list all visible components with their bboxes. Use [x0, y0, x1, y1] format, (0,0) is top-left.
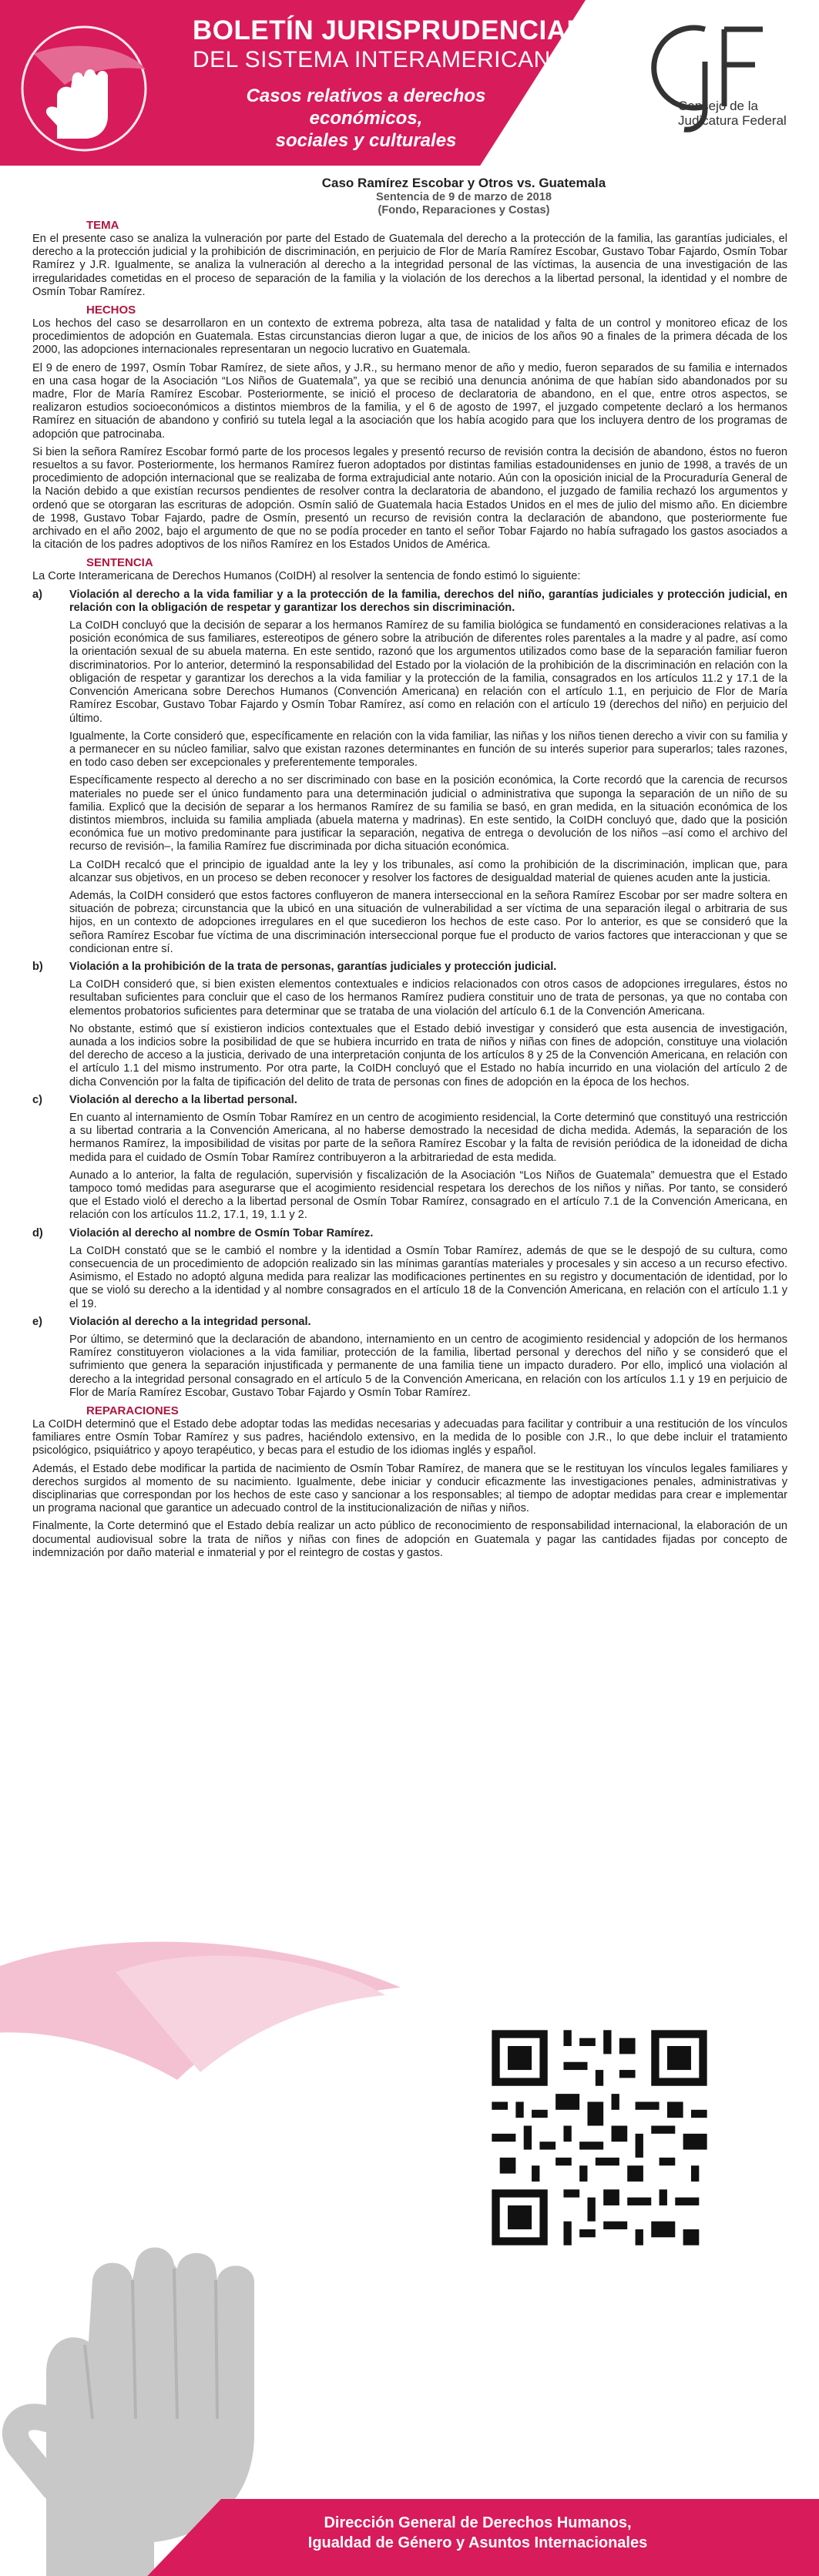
section-heading-hechos: HECHOS — [86, 304, 136, 317]
raised-fist-dove-logo-icon — [11, 23, 157, 154]
hechos-paragraph: Si bien la señora Ramírez Escobar formó parte de los procesos legales y presentó recurso de revisión contra la decisión de abandono, éstos no fueron resueltos a su favor. Posteriormente, los hermanos Ramírez fueron adoptados por distintas familias estadounidenses en junio de 1998, a través de un procedimiento de adopción internacional que se realizaba de forma extrajudicial ante notario. Aún con la oposición inicial de la Procuraduría General de la Nación debido a que existían recursos pendientes de resolver contra la declaratoria de abandono, el juzgado de familia rechazó los argumentos y ordenó que se otorgaran las escrituras de adopción. Osmín salió de Guatemala hacia Estados Unidos en el mes de julio del mismo año. En diciembre de 1998, Gustavo Tobar Fajardo, padre de Osmín, presentó un recurso de revisión contra la declaración de abandono, que posteriormente fue archivado en el año 2002, bajo el argumento de que no se podía proceder en tanto el señor Tobar Fajardo no había sufragado los gastos asociados a la citación de los padres adoptivos de los niños Ramírez en los Estados Unidos de América. — [32, 445, 788, 552]
bulletin-title: BOLETÍN JURISPRUDENCIAL — [193, 15, 584, 45]
item-paragraph: La CoIDH concluyó que la decisión de separar a los hermanos Ramírez de su familia biológica se fundamentó en consideraciones relativas a la posición económica de sus familiares, estereotipos de género sobre la atribución de diferentes roles parentales a la madre y al padre, así como la orientación sexual de su abuela materna. En este sentido, razonó que los argumentos utilizados como base de la separación familiar fueron discriminatorios. Por lo anterior, determinó la responsabilidad del Estado por la violación de la prohibición de la discriminación en relación con la obligación de respetar y garantizar los derechos a la vida familiar y la protección de la familia, consagrados en los artículos 11.2 y 17.1 de la Convención Americana sobre Derechos Humanos (Convención Americana) en relación con el artículo 1.1, en perjuicio de Flor de María Ramírez Escobar, Gustavo Tobar Fajardo y Osmín Tobar Ramírez, así como en relación con el artículo 19 (derechos del niño) en perjuicio del último. — [69, 619, 787, 725]
item-paragraph: La CoIDH consideró que, si bien existen elementos contextuales e indicios relacionados con otros casos de adopciones irregulares, éstos no resultaban suficientes para concluir que el caso de los hermanos Ramírez pudiera constituir uno de trata de personas, ya que no contaba con elementos probatorios suficientes para determinar que se trataba de una violación del artículo 6.1 de la Convención Americana. — [69, 978, 787, 1018]
item-paragraph: Por último, se determinó que la declaración de abandono, internamiento en un centro de acogimiento residencial y adopción de los hermanos Ramírez constituyeron violaciones a la vida familiar, protección de la familia, libertad personal y derechos del niño y se consideró que el sufrimiento que genera la separación injustificada y permanente de una familia tiene un impacto duradero. Por ello, implicó una violación al derecho a la integridad personal consagrado en el artículo 5 de la Convención Americana, en relación con los artículos 1.1 y 19 en perjuicio de Flor de María Ramírez Escobar, Gustavo Tobar Fajardo y Osmín Tobar Ramírez. — [69, 1333, 787, 1399]
bulletin-content — [32, 176, 787, 1565]
item-paragraph: Además, la CoIDH consideró que estos factores confluyeron de manera interseccional en la señora Ramírez Escobar por ser madre soltera en situación de pobreza; circunstancia que la ubicó en una situación de vulnerabilidad a ser víctima de una separación ilegal o arbitraria de sus hijos, en un contexto de adopciones irregulares en el que sucedieron los hechos de este caso. Por lo anterior, es que se consideró que la señora Ramírez Escobar fue víctima de una discriminación interseccional porque fue el producto de varios factores que interaccionan y que se condicionan entre sí. — [69, 889, 787, 955]
header-titles — [193, 15, 593, 152]
cjf-org-line1: Consejo de la — [678, 99, 758, 113]
sentencia-item-heading — [32, 1227, 787, 1240]
reparaciones-paragraph: Finalmente, la Corte determinó que el Estado debía realizar un acto público de reconocimiento de responsabilidad internacional, la elaboración de un documental audiovisual sobre la trata de niños y niñas con fines de adopción en Guatemala y pagar las cantidades fijadas por concepto de indemnización por daño material e inmaterial y por el reintegro de costas y gastos. — [32, 1520, 787, 1559]
tema-paragraph: En el presente caso se analiza la vulneración por parte del Estado de Guatemala del derecho a la protección de la familia, las garantías judiciales, el derecho a la protección judicial y la prohibición de discriminación, en perjuicio de Flor de María Ramírez Escobar, Gustavo Tobar Fajardo, Osmín Tobar Ramírez y J.R. Igualmente, se analiza la vulneración al derecho a la integridad personal de las víctimas, la ausencia de una investigación de las irregularidades cometidas en el proceso de separación de la familia y la violación de los derechos a la libertad personal, la identidad y el nombre de Osmín Tobar Ramírez. — [32, 233, 787, 298]
item-letter: e) — [32, 1315, 42, 1328]
section-heading-reparaciones: REPARACIONES — [86, 1404, 179, 1418]
item-title: Violación al derecho a la integridad personal. — [69, 1315, 311, 1328]
section-heading-sentencia: SENTENCIA — [86, 556, 153, 570]
cjf-org-line2: Judicatura Federal — [678, 113, 787, 128]
case-title: Caso Ramírez Escobar y Otros vs. Guatemala — [321, 176, 606, 190]
item-letter: c) — [32, 1093, 42, 1106]
reparaciones-paragraph: Además, el Estado debe modificar la partida de nacimiento de Osmín Tobar Ramírez, de manera que se le restituyan los vínculos legales familiares y derechos surgidos al momento de su nacimiento. Igualmente, debe iniciar y conducir eficazmente las investigaciones penales, administrativas y disciplinarias que correspondan por los hechos de este caso y sancionar a los responsables; al tiempo de adoptar medidas para crear e implementar un programa nacional que garantice un adecuado control de la institucionalización de niñas y niños. — [32, 1462, 787, 1515]
bulletin-subtitle — [193, 85, 539, 152]
section-heading-tema: TEMA — [86, 219, 119, 232]
hechos-paragraph: Los hechos del caso se desarrollaron en un contexto de extrema pobreza, alta tasa de natalidad y falta de un control y monitoreo eficaz de los procedimientos de adopción en Guatemala. Estas circunstancias dieron lugar a que, de inicios de los años 90 a finales de la primera década de los 2000, las adopciones internacionales representaran un negocio lucrativo en Guatemala. — [32, 317, 787, 357]
item-title: Violación al derecho al nombre de Osmín Tobar Ramírez. — [69, 1226, 374, 1239]
bulletin-system-title: DEL SISTEMA INTERAMERICANO — [193, 47, 569, 72]
footer-department-name — [277, 2513, 678, 2553]
case-type: (Fondo, Reparaciones y Costas) — [378, 204, 550, 216]
item-letter: b) — [32, 960, 43, 973]
bulletin-subtitle-line1: Casos relativos a derechos económicos, — [246, 86, 486, 129]
hechos-paragraph: El 9 de enero de 1997, Osmín Tobar Ramírez, de siete años, y J.R., su hermano menor de año y medio, fueron separados de su familia e internados en una casa hogar de la Asociación “Los Niños de Guatemala”, ya que se recibió una denuncia anónima de que habían sido abandonados por su madre, Flor de María Ramírez Escobar. Posteriormente, se inició el proceso de declaratoria de abandono, en el que, entre otros aspectos, se realizaron estudios socioeconómicos a distintos miembros de la familia, y el 6 de agosto de 1997, el juzgado competente declaró a los hermanos Ramírez en situación de abandono y confirió su tutela legal a la asociación que los había acogido para que los incluyera dentro de los programas de adopción que patrocinaba. — [32, 361, 787, 441]
item-title: Violación al derecho a la vida familiar y a la protección de la familia, derechos del niño, garantías judiciales y protección judicial, en relación con la obligación de respetar y garantizar los derechos sin discriminación. — [69, 588, 787, 614]
bulletin-subtitle-line2: sociales y culturales — [275, 130, 457, 151]
footer-line1: Dirección General de Derechos Humanos, — [324, 2514, 632, 2531]
sentencia-item-heading — [32, 961, 787, 974]
sentencia-items — [32, 589, 787, 1400]
item-paragraph: Igualmente, la Corte consideró que, específicamente en relación con la vida familiar, las niñas y los niños tienen derecho a vivir con su familia y a permanecer en su núcleo familiar, salvo que existan razones determinantes en función de su interés superior para superarlos; tales razones, en todo caso deben ser excepcionales y preferentemente temporales. — [69, 730, 787, 770]
item-paragraph: La CoIDH constató que se le cambió el nombre y la identidad a Osmín Tobar Ramírez, además de que se le despojó de su cultura, como consecuencia de un procedimiento de adopción realizado sin las mínimas garantías materiales y procesales y sin acceso a un recurso efectivo. Asimismo, el Estado no adoptó alguna medida para realizar las modificaciones pertinentes en su registro y documentación de identidad, por lo que se violó su derecho a la identidad y al nombre consagrados en el artículo 18 de la Convención Americana, en relación con el artículo 1.1 y el 19. — [69, 1244, 787, 1310]
qr-code-icon[interactable] — [484, 2022, 715, 2253]
item-title: Violación al derecho a la libertad personal. — [69, 1093, 297, 1106]
item-paragraph: Aunado a lo anterior, la falta de regulación, supervisión y fiscalización de la Asociación “Los Niños de Guatemala” demuestra que el Estado tampoco tomó medidas para asegurarse que el acogimiento residencial respetara los derechos de los niños y niñas. Por tanto, se consideró que el Estado violó el derecho a la libertad personal de Osmín Tobar Ramírez, consagrado en el artículo 7.1 de la Convención Americana, en relación con los artículos 11.2, 17.1, 19, 1.1 y 2. — [69, 1169, 787, 1222]
cjf-org-name — [678, 99, 809, 128]
case-date: Sentencia de 9 de marzo de 2018 — [376, 191, 552, 203]
item-letter: a) — [32, 588, 42, 601]
sentencia-intro: La Corte Interamericana de Derechos Humanos (CoIDH) al resolver la sentencia de fondo estimó lo siguiente: — [32, 570, 581, 583]
item-paragraph: La CoIDH recalcó que el principio de igualdad ante la ley y los tribunales, así como la prohibición de la discriminación, implican que, para alcanzar sus objetivos, en un proceso se deben reconocer y resolver los factores de desigualdad material de quienes acuden ante la justicia. — [69, 858, 787, 884]
sentencia-item-heading — [32, 1094, 787, 1107]
item-paragraph: En cuanto al internamiento de Osmín Tobar Ramírez en un centro de acogimiento residencial, la Corte determinó que constituyó una restricción a su libertad contraria a la Convención Americana, al no haberse demostrado la necesidad de dicha medida. Además, la separación de los hermanos Ramírez, la imposibilidad de visitas por parte de la señora Ramírez Escobar y la falta de revisión periódica de la idoneidad de dicha medida para el cuidado de Osmín Tobar Ramírez contribuyeron a la arbitrariedad de esta medida. — [69, 1111, 787, 1164]
sentencia-item-heading — [32, 589, 787, 615]
reparaciones-paragraph: La CoIDH determinó que el Estado debe adoptar todas las medidas necesarias y adecuadas para facilitar y contribuir a una restitución de los vínculos familiares entre Osmín Tobar Ramírez y sus padres, haciéndolo extensivo, en la medida de lo posible con J.R., lo que debe incluir el tratamiento psicológico, psiquiátrico y apoyo terapéutico, y becas para el estudio de los idiomas inglés y español. — [32, 1418, 787, 1457]
item-title: Violación a la prohibición de la trata de personas, garantías judiciales y protección judicial. — [69, 960, 557, 973]
item-paragraph: Específicamente respecto al derecho a no ser discriminado con base en la posición económica, la Corte recordó que la carencia de recursos materiales no puede ser el único fundamento para una determinación judicial o administrativa que suponga la separación de un niño de su familia. Explicó que la decisión de separar a los hermanos Ramírez de su familia se basó, en gran medida, en la situación económica de los distintos miembros, incluida su familia ampliada (abuela materna y madrinas). En este sentido, la CoIDH concluyó que, dado que la posición económica fue un motivo predominante para justificar la separación, negativa de entrega o devolución de los niños –así como el archivo del recurso de revisión–, la familia Ramírez fue discriminada por dicha situación económica. — [69, 774, 787, 854]
item-letter: d) — [32, 1226, 43, 1239]
cjf-logo-icon — [632, 15, 801, 158]
footer-line2: Igualdad de Género y Asuntos Internacionales — [307, 2534, 648, 2551]
sentencia-item-heading — [32, 1316, 787, 1329]
item-paragraph: No obstante, estimó que sí existieron indicios contextuales que el Estado debió investigar y consideró que esta ausencia de investigación, aunada a los indicios sobre la posibilidad de que se hubiera incurrido en trata de niños y niñas con fines de adopción, constituye una violación del derecho de acceso a la justicia, derivado de una interpretación conjunta de los artículos 8 y 25 de la Convención Americana, en relación con el artículo 1.1 del mismo instrumento. Por otra parte, la CoIDH concluyó que el Estado no había incurrido en una violación del artículo 2 de dicha Convención por la falta de tipificación del delito de trata de personas con fines de adopción en la época de los hechos. — [69, 1022, 787, 1088]
raised-fist-dove-illustration-icon — [0, 1880, 431, 2576]
header-banner — [0, 0, 819, 166]
